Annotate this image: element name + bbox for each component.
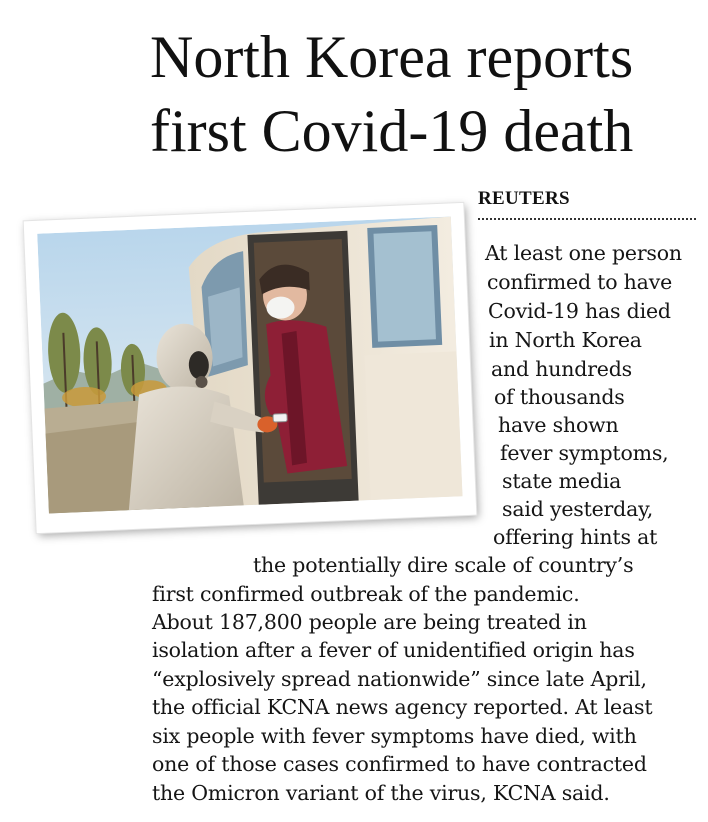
body-line-8: fever symptoms, xyxy=(500,441,669,465)
body-line-19: one of those cases confirmed to have contracted xyxy=(152,752,647,776)
body-line-17: the official KCNA news agency reported. At least xyxy=(152,695,653,719)
body-line-10: said yesterday, xyxy=(502,497,654,521)
body-line-9: state media xyxy=(502,469,622,493)
body-line-14: About 187,800 people are being treated in xyxy=(152,610,587,634)
headline-line-2: first Covid-19 death xyxy=(150,98,634,164)
body-line-16: “explosively spread nationwide” since late April, xyxy=(152,667,647,691)
body-line-11: offering hints at xyxy=(493,525,658,549)
body-line-7: have shown xyxy=(498,413,619,437)
body-line-2: confirmed to have xyxy=(487,270,673,294)
news-photo xyxy=(24,203,477,533)
body-line-12: the potentially dire scale of country’s xyxy=(253,553,634,577)
headline-line-1: North Korea reports xyxy=(150,24,634,90)
body-line-20: the Omicron variant of the virus, KCNA said. xyxy=(152,781,610,805)
body-line-5: and hundreds xyxy=(491,357,632,381)
body-line-3: Covid-19 has died xyxy=(488,299,671,323)
body-line-18: six people with fever symptoms have died, with xyxy=(152,724,637,748)
body-line-6: of thousands xyxy=(494,385,625,409)
body-line-1: At least one person xyxy=(485,241,682,265)
body-line-4: in North Korea xyxy=(489,328,642,352)
body-line-13: first confirmed outbreak of the pandemic. xyxy=(152,582,580,606)
headline xyxy=(150,20,700,168)
photo-icon xyxy=(37,216,462,513)
byline: REUTERS xyxy=(478,188,696,220)
body-line-15: isolation after a fever of unidentified origin has xyxy=(152,638,635,662)
